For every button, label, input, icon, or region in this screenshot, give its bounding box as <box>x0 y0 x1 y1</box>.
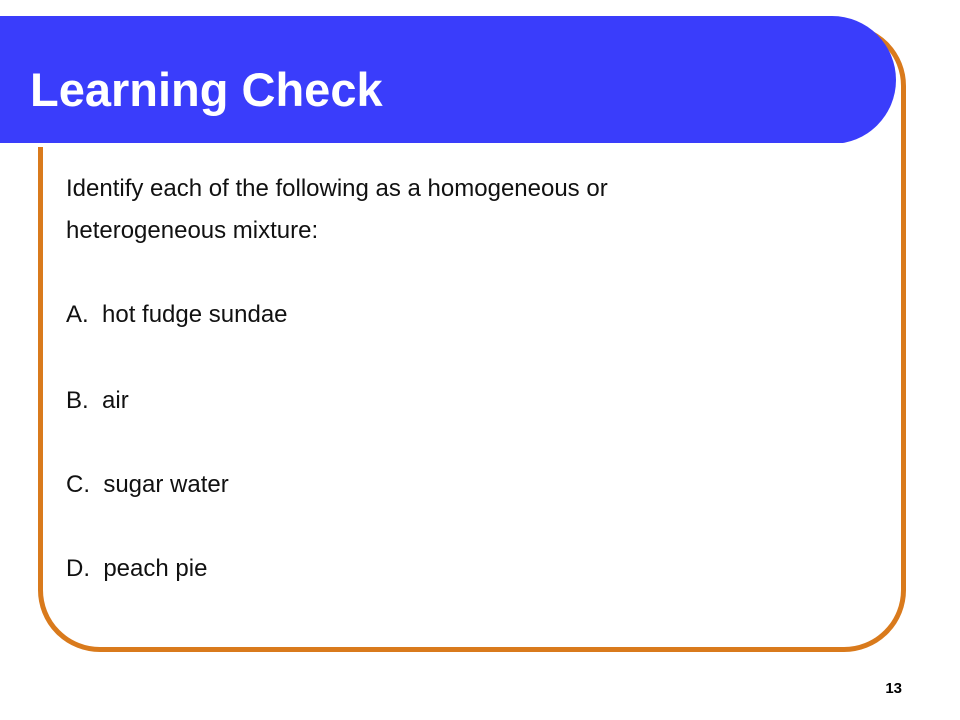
title-band <box>0 16 896 144</box>
prompt-text <box>66 168 856 252</box>
option-d: D. peach pie <box>66 555 208 582</box>
option-b: B. air <box>66 387 129 414</box>
option-c: C. sugar water <box>66 471 229 498</box>
prompt-line-1: Identify each of the following as a homogeneous or <box>66 175 608 202</box>
slide-body <box>66 168 856 582</box>
title-underline <box>0 143 850 147</box>
prompt-line-2: heterogeneous mixture: <box>66 217 319 244</box>
option-a: A. hot fudge sundae <box>66 301 288 328</box>
page-number: 13 <box>885 680 902 697</box>
slide-title: Learning Check <box>30 63 383 116</box>
